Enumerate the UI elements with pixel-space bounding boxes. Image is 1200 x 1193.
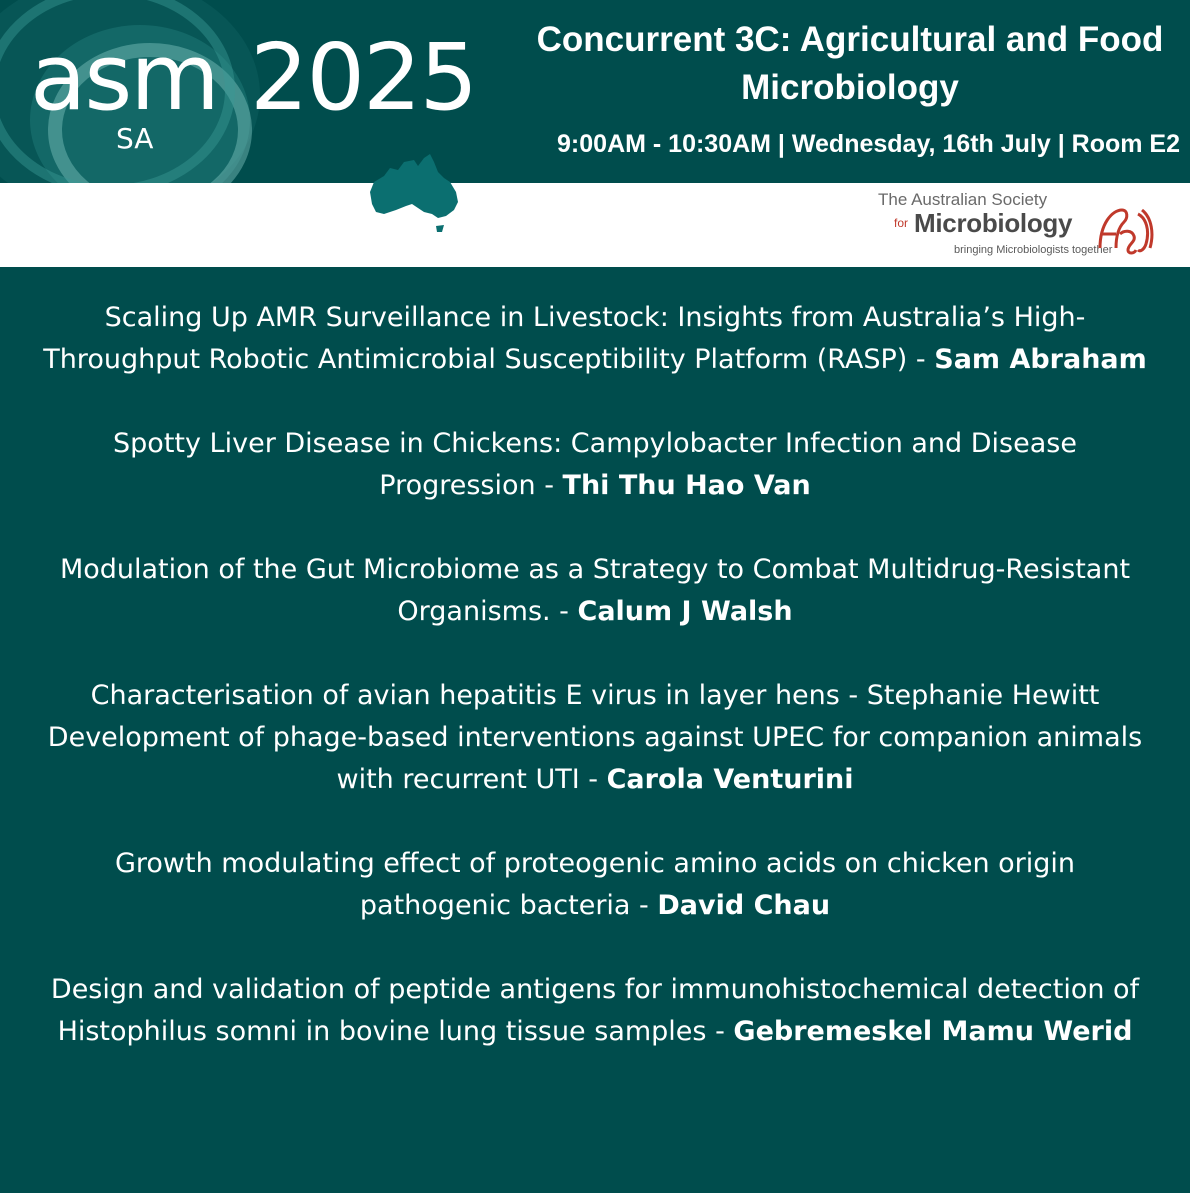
talk-item [40,843,1150,927]
talk-speaker: Thi Thu Hao Van [562,470,811,501]
talk-title: Scaling Up AMR Surveillance in Livestock: Insights from Australia’s High-Throughput Robotic Antimicrobial Susceptibility Platform (RASP) - [43,302,1086,375]
society-line1: The Australian Society [878,190,1048,209]
society-for: for [894,216,909,230]
logo-text: asm [30,24,218,131]
society-name: Microbiology [914,208,1073,238]
talk-title: Development of phage-based interventions against UPEC for companion animals with recurrent UTI - [47,722,1143,795]
talk-title: Design and validation of peptide antigens for immunohistochemical detection of Histophilus somni in bovine lung tissue samples - [50,974,1140,1047]
talk-item [40,675,1150,717]
talk-speaker: David Chau [657,890,831,921]
society-logo [866,190,1156,260]
talk-title: Modulation of the Gut Microbiome as a Strategy to Combat Multidrug-Resistant Organisms. - [59,554,1131,627]
asm-logo [30,24,477,131]
talk-item [40,549,1150,633]
society-tagline: bringing Microbiologists together [954,244,1113,256]
talk-item [40,717,1150,801]
logo-state: SA [116,122,154,155]
society-emblem-icon [1094,204,1156,256]
talks-panel [0,267,1190,1193]
talk-speaker: Carola Venturini [606,764,854,795]
session-title: Concurrent 3C: Agricultural and Food Microbiology [536,20,1164,107]
talk-title: Spotty Liver Disease in Chickens: Campylobacter Infection and Disease Progression - [113,428,1077,501]
session-info: 9:00AM - 10:30AM | Wednesday, 16th July | Room E2 [557,130,1180,158]
talk-speaker: Sam Abraham [934,344,1147,375]
header-band [0,0,1190,183]
logo-year: 2025 [249,24,477,131]
talk-speaker: Calum J Walsh [577,596,793,627]
talk-item [40,297,1150,381]
talk-title: Growth modulating effect of proteogenic amino acids on chicken origin pathogenic bacteria - [114,848,1076,921]
talk-title: Characterisation of avian hepatitis E virus in layer hens - Stephanie Hewitt [90,680,1100,711]
talk-item [40,969,1150,1053]
talk-item [40,423,1150,507]
australia-map-icon [360,152,472,234]
talk-list [40,297,1150,1095]
talk-speaker: Gebremeskel Mamu Werid [733,1016,1133,1047]
